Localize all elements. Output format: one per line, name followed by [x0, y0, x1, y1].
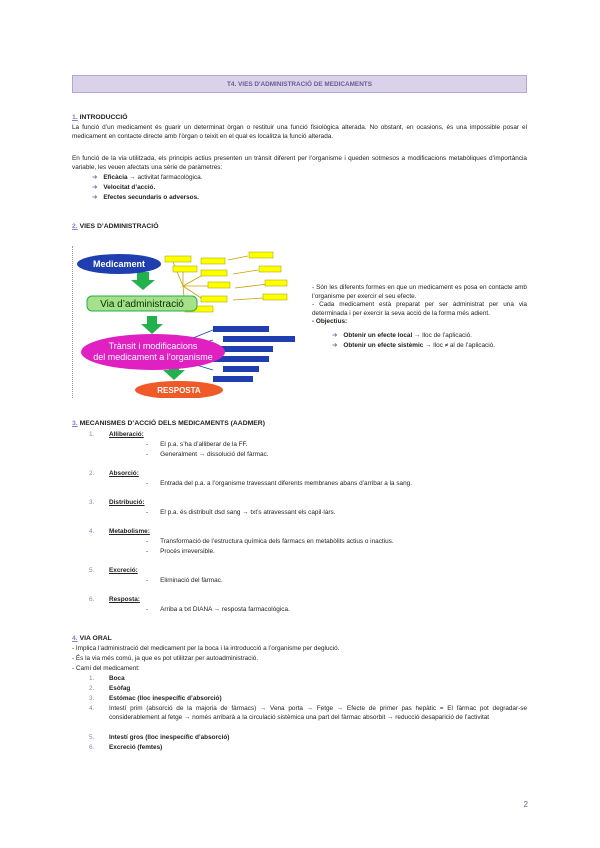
diagram-transit-1: Trànsit i modificacions [108, 341, 198, 351]
sub-item: - Procés irreversible. [146, 548, 215, 555]
path-number: 4. [89, 705, 95, 712]
arrow-icon: ➔ [92, 194, 98, 201]
sub-item: - Eliminació del fàrmac. [146, 577, 223, 584]
item-number: 4. [89, 528, 95, 535]
path-item: Intestí prim (absorció de la majoria de fàrmacs) → Vena porta → Fetge → Efecte de primer pas hepàtic = El fàrmac pot degradar-se considerablement al fetge → només arribarà a la circulació sistèmica una part del fàrmac absorbit → reducció desaparició de l’activitat [109, 705, 527, 721]
via-oral-line: - Implica l’administració del medicament per la boca i la introducció a l’organisme per deglució. [72, 645, 340, 652]
intro-paragraph-2: En funció de la via utilitzada, els principis actius presenten un trànsit diferent per l’organisme i queden sotmesos a modificacions metabòliques d’importància variable, les veuen afectats una sèrie de paràmetres: [72, 155, 527, 171]
section-title: INTRODUCCIÓ [79, 114, 128, 121]
page-number: 2 [523, 800, 528, 810]
section-number: 1. [72, 114, 78, 121]
item-label: Excreció: [109, 567, 138, 574]
via-oral-line: - Camí del medicament: [72, 665, 140, 672]
path-number: 3. [89, 695, 95, 702]
path-number: 5. [89, 734, 95, 741]
page-title: T4. VIES D'ADMINISTRACIÓ DE MEDICAMENTS [72, 75, 527, 93]
side-line: - Són les diferents formes en que un medicament es posa en contacte amb l’organisme per exercir el seu efecte. [312, 284, 527, 300]
path-number: 2. [89, 685, 95, 692]
via-oral-line: - És la via més comú, ja que es pot utilitzar per autoadministració. [72, 655, 259, 662]
item-label: Distribució: [109, 499, 145, 506]
sub-item: - El p.a. s’ha d’alliberar de la FF. [146, 441, 248, 448]
path-item: Esòfag [109, 685, 131, 692]
item-label: Alliberació: [109, 431, 144, 438]
item-number: 3. [89, 499, 95, 506]
side-line: - Objectius: [312, 318, 348, 326]
arrow-icon: ➔ [92, 174, 98, 181]
list-item: ➔ Eficàcia → activitat farmacològica. [92, 174, 203, 181]
list-item: ➔ Efectes secundaris o adversos. [92, 194, 199, 201]
sub-item: - Arriba a txt DIANA → resposta farmacològica. [146, 606, 290, 613]
intro-paragraph-1: La funció d’un medicament és guarir un determinat òrgan o restituir una funció fisiològica alterada. No obstant, en ocasions, és una impossible posar el medicament en contacte directe amb l’òrgan o teixit en el qual es localitza la funció alterada. [72, 124, 527, 140]
diagram-via: Via d’administració [100, 299, 184, 310]
diagram-resposta: RESPOSTA [157, 386, 201, 395]
sub-item: - Entrada del p.a. a l’organisme travessant diferents membranes abans d’arribar a la sang. [146, 480, 412, 487]
item-number: 6. [89, 596, 95, 603]
item-label: Resposta: [109, 596, 140, 603]
item-number: 1. [89, 431, 95, 438]
item-label: Metabolisme: [109, 528, 150, 535]
path-number: 1. [89, 675, 95, 682]
objective-item: ➔ Obtenir un efecte local → lloc de l’aplicació. [332, 332, 472, 339]
path-item: Estómac (lloc inespecífic d’absorció) [109, 695, 222, 702]
side-line: - Cada medicament està preparat per ser administrat per una via determinada i per exercir la seva acció de la forma més adient. [312, 301, 527, 317]
path-item: Excreció (femtes) [109, 744, 163, 751]
sub-item: - El p.a. és distribuït dsd sang → txt’s atravessant els capil·lars. [146, 509, 336, 516]
diagram-svg [73, 246, 305, 398]
item-label: Absorció: [109, 470, 139, 477]
arrow-icon: ➔ [92, 184, 98, 191]
section-heading-mecanismes: 3. MECANISMES D’ACCIÓ DELS MEDICAMENTS (AADMER) [72, 420, 265, 427]
arrow-icon: ➔ [332, 332, 338, 339]
sub-item: - Transformació de l’estructura química dels fàrmacs en metabòlits actius o inactius. [146, 538, 394, 545]
vies-side-text [312, 284, 527, 327]
sub-item: - Generalment → dissolució del fàrmac. [146, 451, 269, 458]
item-number: 2. [89, 470, 95, 477]
diagram-medicament: Medicament [92, 259, 146, 269]
diagram-transit-2: del medicament a l’organisme [93, 352, 213, 362]
section-heading-via-oral: 4. VIA ORAL [72, 635, 112, 642]
path-number: 6. [89, 744, 95, 751]
item-number: 5. [89, 567, 95, 574]
arrow-icon: ➔ [332, 342, 338, 349]
objective-item: ➔ Obtenir un efecte sistèmic → lloc ≠ al de l’aplicació. [332, 342, 495, 349]
section-heading-vies: 2. VIES D’ADMINISTRACIÓ [72, 223, 159, 230]
path-item: Boca [109, 675, 125, 682]
section-heading-intro [72, 114, 128, 123]
list-item: ➔ Velocitat d’acció. [92, 184, 156, 191]
administration-diagram [72, 246, 305, 398]
path-item: Intestí gros (lloc inespecífic d’absorció) [109, 734, 230, 741]
